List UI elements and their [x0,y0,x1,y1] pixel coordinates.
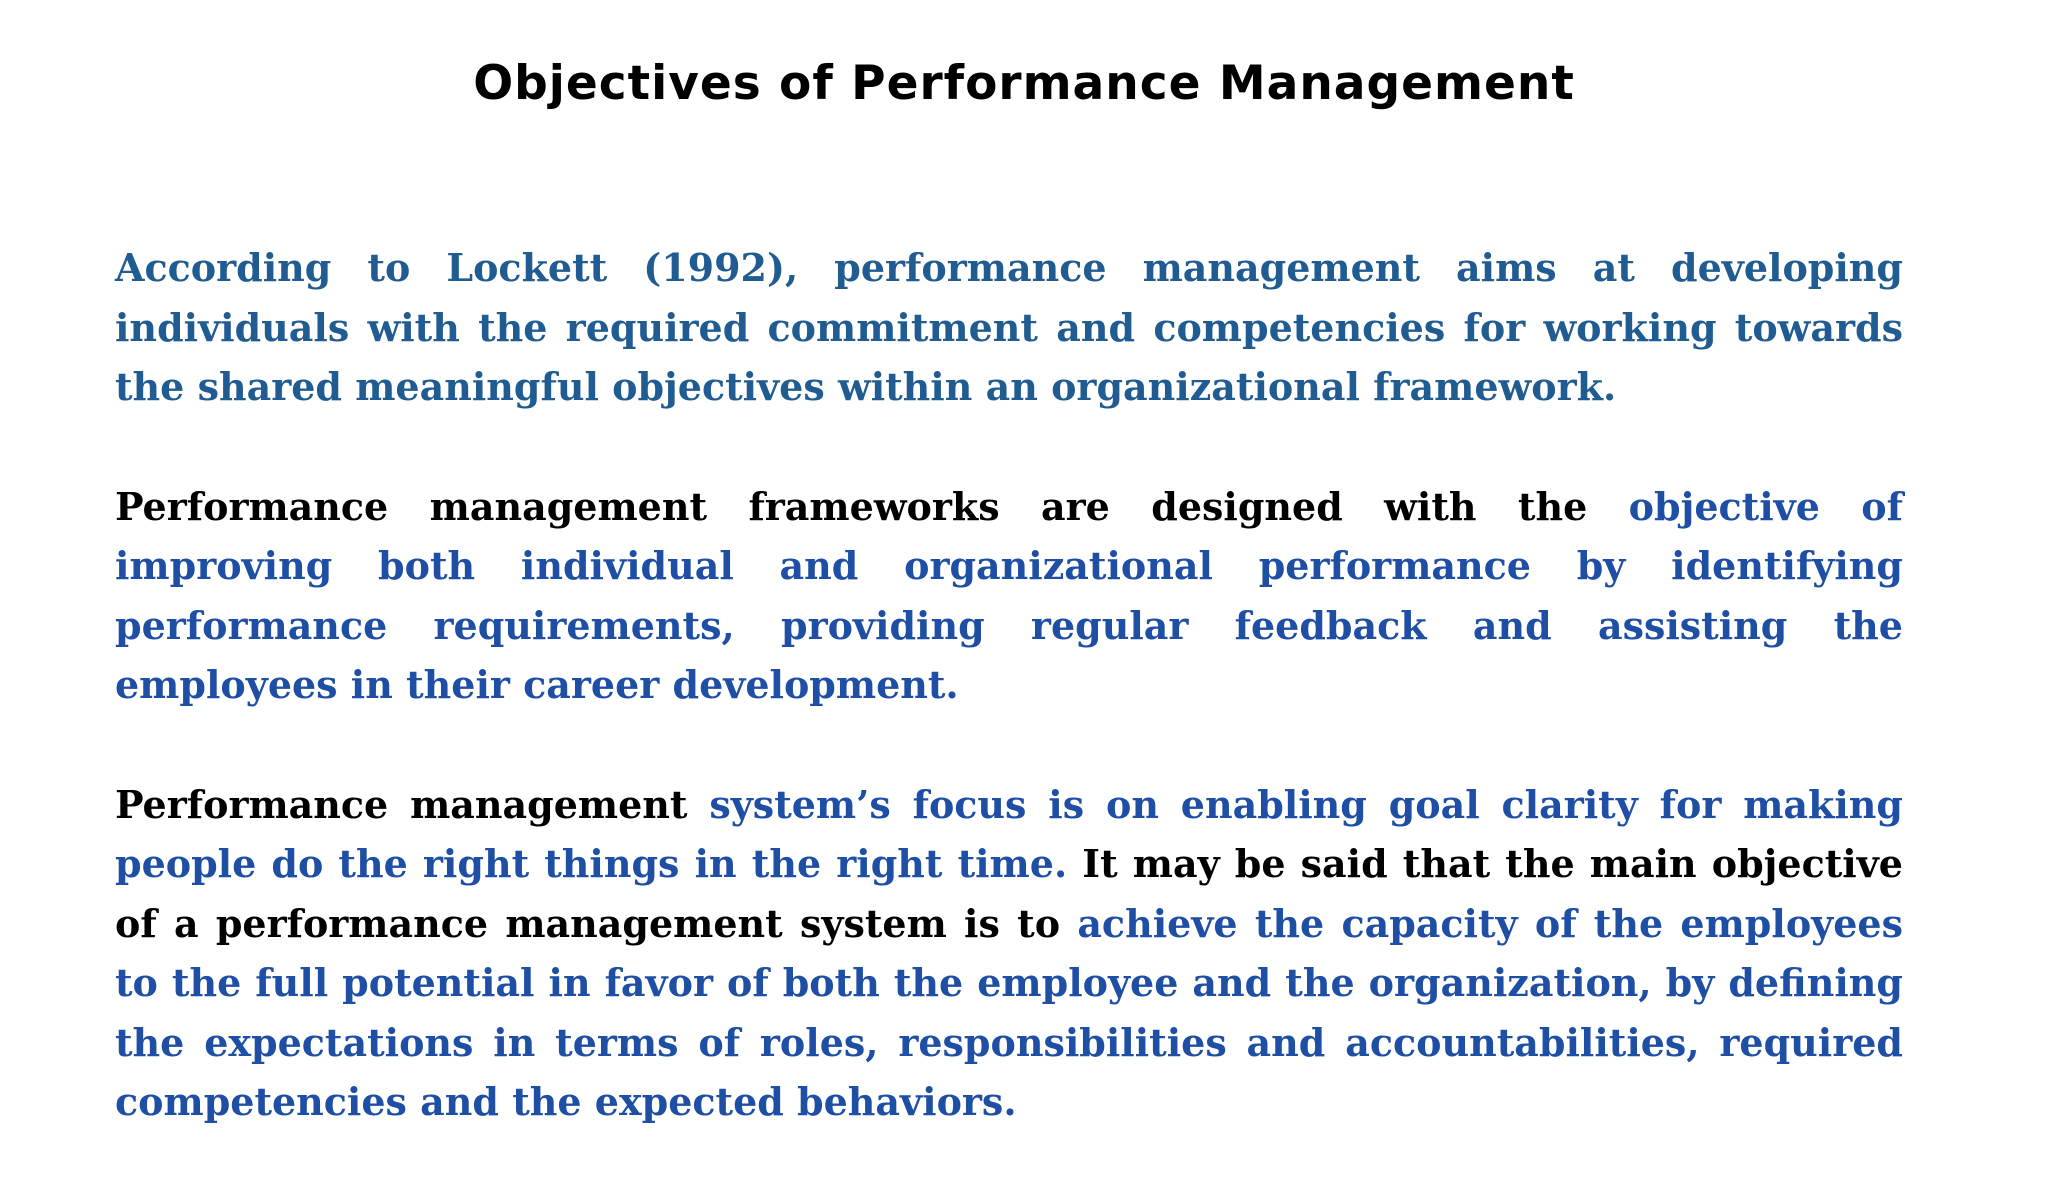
slide-body [115,238,1903,1192]
text-segment-highlight: objective of improving both individual and organizational performance by identifying performance requirements, providing regular feedback and assisting the employees in their career development. [115,483,1903,707]
text-segment: Performance management [115,781,710,827]
text-segment-highlight: achieve the capacity of the employees to the full potential in favor of both the employee and the organization, by defining the expectations in terms of roles, responsibilities and accountabilities, required competencies and the expected behaviors. [115,900,1903,1124]
slide-title: Objectives of Performance Management [473,56,1575,111]
text-segment-highlight: system’s focus is on enabling goal clarity for making people do the right things in the right time. [115,781,1904,886]
paragraph-frameworks [115,477,1903,715]
text-segment: Performance management frameworks are designed with the [115,483,1629,529]
text-segment: It may be said that the main objective of a performance management system is to [115,841,1903,946]
paragraph-system-focus [115,775,1903,1132]
paragraph-lockett [115,238,1903,417]
text-segment: According to Lockett (1992), performance management aims at developing individuals with the required commitment and competencies for working towards the shared meaningful objectives within an organizational framework. [115,245,1903,409]
